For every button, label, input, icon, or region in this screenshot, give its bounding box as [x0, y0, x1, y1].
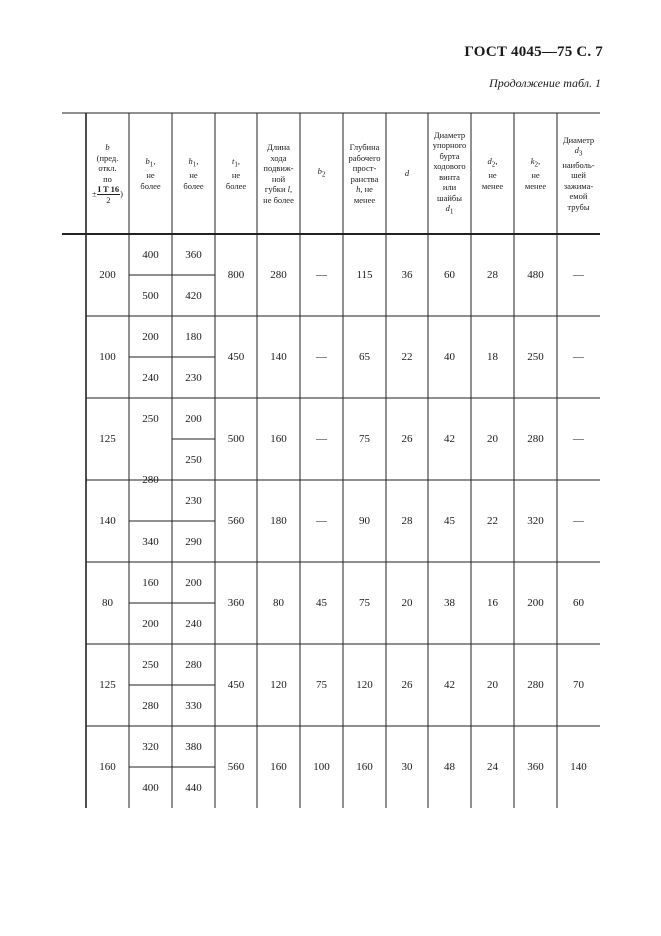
cell-t1: 560 [227, 515, 245, 527]
cell-b1: 200 [142, 330, 159, 343]
cell-l: 160 [270, 761, 287, 773]
cell-d: 28 [401, 515, 413, 527]
cell-d: 36 [401, 269, 413, 281]
header-h1: $h_1$, не более [183, 155, 204, 191]
cell-t1: 360 [227, 597, 245, 609]
cell-d1: 42 [444, 433, 455, 445]
cell-b1: 160 [142, 576, 159, 589]
cell-l: 120 [270, 679, 287, 691]
cell-d2: 22 [487, 515, 498, 527]
cell-b2: 75 [316, 679, 327, 691]
cell-h1: 280 [185, 658, 202, 671]
cell-h1: 200 [185, 412, 202, 425]
cell-h1: 290 [185, 535, 202, 548]
cell-d: 22 [401, 351, 413, 363]
cell-d1: 45 [444, 515, 455, 527]
cell-d3: — [573, 269, 584, 281]
cell-d: 26 [401, 433, 413, 445]
header-h: Глубина рабочего прост- ранства h, не менее [348, 142, 381, 205]
header-t1: $t_1$, не более [225, 155, 247, 191]
cell-t1: 800 [227, 269, 245, 281]
cell-h1: 360 [185, 248, 202, 261]
cell-b1: 200 [142, 617, 159, 630]
cell-d2: 18 [487, 351, 498, 363]
cell-k2: 360 [527, 761, 544, 773]
cell-b1: 240 [142, 371, 159, 384]
cell-d1: 48 [444, 761, 455, 773]
cell-h: 120 [356, 679, 373, 691]
cell-d1: 42 [444, 679, 455, 691]
header-d3: Диаметр $d_3$ наиболь- шей зажима- емой трубы [562, 134, 595, 212]
cell-t1: 450 [227, 679, 245, 691]
cell-k2: 200 [527, 597, 544, 609]
cell-h: 65 [359, 351, 370, 363]
table-caption: Продолжение табл. 1 [489, 76, 601, 90]
cell-b: 125 [99, 679, 116, 691]
cell-d3: — [573, 515, 584, 527]
page-header: ГОСТ 4045—75 С. 7 [464, 44, 603, 60]
cell-h1: 230 [185, 371, 202, 384]
cell-h: 90 [359, 515, 370, 527]
cell-k2: 280 [527, 433, 544, 445]
cell-b2: — [316, 433, 327, 445]
cell-t1: 560 [227, 761, 245, 773]
cell-h: 115 [356, 269, 373, 281]
cell-d2: 28 [487, 269, 498, 281]
cell-d1: 38 [444, 597, 455, 609]
cell-b: 100 [99, 351, 116, 363]
cell-b1: 500 [142, 289, 159, 302]
cell-d: 26 [401, 679, 413, 691]
header-d2: $d_2$, не менее [481, 155, 504, 191]
cell-d2: 16 [487, 597, 498, 609]
cell-b: 160 [99, 761, 116, 773]
cell-b1: 280 [142, 699, 159, 712]
cell-b1: 280 [142, 474, 159, 486]
header-l: Длина хода подвиж- ной губки l, не более [263, 142, 294, 205]
cell-d: 30 [401, 761, 413, 773]
cell-b1: 320 [142, 740, 159, 753]
cell-h: 160 [356, 761, 373, 773]
cell-t1: 450 [227, 351, 245, 363]
cell-d1: 60 [444, 269, 455, 281]
cell-h1: 420 [185, 289, 202, 302]
cell-b1: 250 [142, 412, 159, 425]
cell-b: 80 [102, 597, 113, 609]
cell-b1: 400 [142, 248, 159, 261]
cell-b1: 400 [142, 781, 159, 794]
cell-h1: 240 [185, 617, 202, 630]
cell-d2: 20 [487, 433, 498, 445]
cell-t1: 500 [227, 433, 245, 445]
cell-h1: 200 [185, 576, 202, 589]
cell-d2: 20 [487, 679, 498, 691]
cell-b1: 340 [142, 535, 159, 548]
cell-l: 180 [270, 515, 287, 527]
header-d: d [404, 168, 410, 179]
cell-d3: — [573, 351, 584, 363]
cell-b: 200 [99, 269, 116, 281]
cell-d1: 40 [444, 351, 455, 363]
cell-b: 125 [99, 433, 116, 445]
header-b: b (пред. откл. по ± $\frac{\text{I T 16}}{2}$ ) [92, 142, 123, 205]
cell-k2: 320 [527, 515, 544, 527]
cell-h1: 440 [185, 781, 202, 794]
cell-b: 140 [99, 515, 116, 527]
cell-d2: 24 [487, 761, 498, 773]
header-k2: $k_2$, не менее [524, 155, 547, 191]
cell-h1: 230 [185, 494, 202, 507]
cell-k2: 250 [527, 351, 544, 363]
cell-d3: 70 [573, 679, 584, 691]
cell-h1: 180 [185, 330, 202, 343]
cell-b2: 100 [313, 761, 330, 773]
cell-k2: 280 [527, 679, 544, 691]
cell-b2: — [316, 269, 327, 281]
cell-h1: 330 [185, 699, 202, 712]
cell-l: 280 [270, 269, 287, 281]
cell-b2: 45 [316, 597, 327, 609]
cell-l: 140 [270, 351, 287, 363]
cell-b1: 250 [142, 658, 159, 671]
cell-b2: — [316, 351, 327, 363]
cell-l: 160 [270, 433, 287, 445]
cell-k2: 480 [527, 269, 544, 281]
cell-d3: 140 [570, 761, 587, 773]
cell-b2: — [316, 515, 327, 527]
cell-h: 75 [359, 433, 370, 445]
cell-h1: 250 [185, 453, 202, 466]
header-b2: $b_2$ [317, 166, 326, 180]
header-d1: Диаметр упорного бурта ходового винта или шайбы $d_1$ [432, 129, 467, 216]
cell-h: 75 [359, 597, 370, 609]
cell-d3: — [573, 433, 584, 445]
cell-d: 20 [401, 597, 413, 609]
header-b1: $b_1$, не более [140, 155, 161, 191]
cell-h1: 380 [185, 740, 202, 753]
cell-d3: 60 [573, 597, 584, 609]
cell-l: 80 [273, 597, 284, 609]
